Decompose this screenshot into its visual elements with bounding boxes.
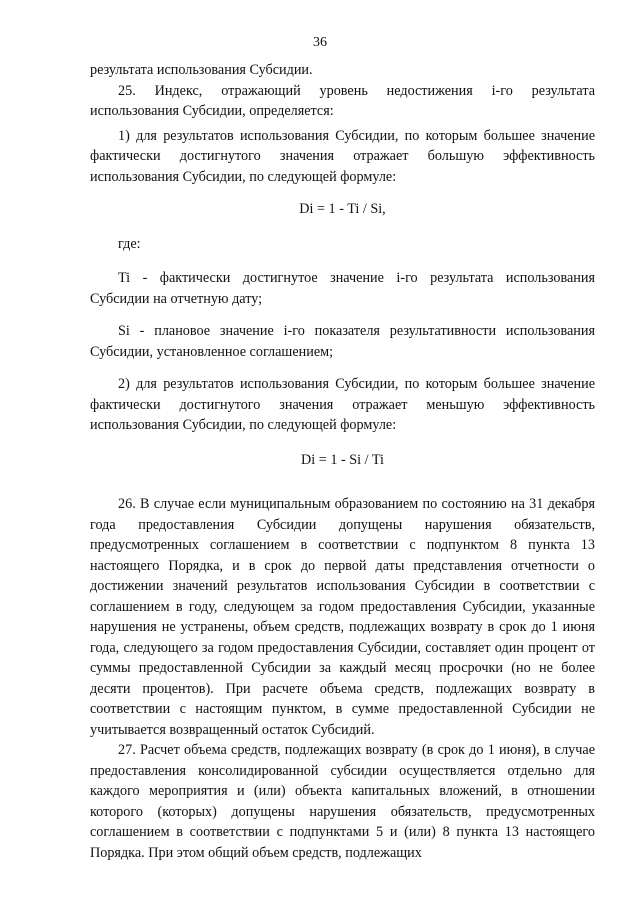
where-label: где: (118, 235, 141, 252)
paragraph-25-item-1: 1) для результатов использования Субсидии, по которым большее значение фактически достигнутого значения отражает большую эффективность использования Субсидии, по следующей формуле: (90, 127, 595, 185)
formula-2: Di = 1 - Si / Ti (301, 451, 384, 468)
si-definition: Si - плановое значение i-го показателя результативности использования Субсидии, установленное соглашением; (90, 323, 595, 360)
formula-1: Di = 1 - Ti / Si, (299, 201, 386, 217)
page-number: 36 (313, 35, 327, 50)
paragraph-25-item-2: 2) для результатов использования Субсидии, по которым большее значение фактически достигнутого значения отражает меньшую эффективность использования Субсидии, по следующей формуле: (90, 376, 595, 433)
paragraph-27: 27. Расчет объема средств, подлежащих возврату (в срок до 1 июня), в случае предоставления консолидированной субсидии осуществляется отдельно для каждого мероприятия и (или) объекта капитальных вложений, в отношении которого (которых) допущены нарушения обязательств, предусмотренных соглашением в соответствии с подпунктами 5 и (или) 8 пункта 13 настоящего Порядка. При этом общий объем средств, подлежащих (90, 742, 595, 861)
paragraph-25: 25. Индекс, отражающий уровень недостижения i-го результата использования Субсидии, определяется: (90, 82, 595, 119)
paragraph-continuation: результата использования Субсидии. (90, 62, 313, 78)
ti-definition: Ti - фактически достигнутое значение i-го результата использования Субсидии на отчетную дату; (90, 270, 595, 307)
document-body (90, 60, 595, 863)
paragraph-26: 26. В случае если муниципальным образованием по состоянию на 31 декабря года предоставления Субсидии допущены нарушения обязательств, предусмотренных соглашением в соответствии с подпунктом 8 пункта 13 настоящего Порядка, и в срок до первой даты представления отчетности о достижении значений результатов использования Субсидии в соответствии с соглашением в году, следующем за годом предоставления Субсидии, указанные нарушения не устранены, объем средств, подлежащих возврату в срок до 1 июня года, следующего за годом предоставления Субсидии, составляет один процент от суммы предоставленной Субсидии за каждый месяц просрочки (но не более десяти процентов). При расчете объема средств, подлежащих возврату в соответствии с настоящим пунктом, в сумме предоставленной Субсидии не учитывается возвращенный остаток Субсидий. (90, 496, 595, 738)
